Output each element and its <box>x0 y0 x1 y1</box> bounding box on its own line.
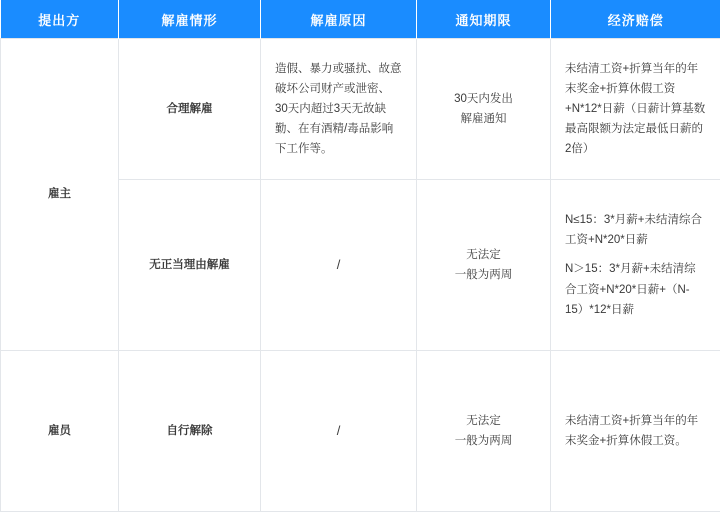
column-header-reason: 解雇原因 <box>261 0 417 39</box>
table-body <box>1 39 720 512</box>
column-header-party: 提出方 <box>1 0 119 39</box>
column-header-notice: 通知期限 <box>417 0 551 39</box>
notice-line: 一般为两周 <box>431 431 536 451</box>
compensation-line: N≤15：3*月薪+未结清综合工资+N*20*日薪 <box>565 210 706 250</box>
column-header-case: 解雇情形 <box>119 0 261 39</box>
cell-notice-resignation <box>417 351 551 512</box>
cell-reason-unjustified-dismissal: / <box>261 180 417 351</box>
notice-line: 无法定 <box>431 411 536 431</box>
cell-compensation-justified-dismissal <box>551 39 720 180</box>
table-header-row <box>1 0 720 39</box>
notice-line: 无法定 <box>431 245 536 265</box>
compensation-line: 未结清工资+折算当年的年末奖金+折算休假工资+N*12*日薪（日薪计算基数最高限额为法定最低日薪的2倍） <box>565 59 706 160</box>
table-row <box>1 351 720 512</box>
table-header <box>1 0 720 39</box>
cell-case-resignation: 自行解除 <box>119 351 261 512</box>
notice-line: 解雇通知 <box>431 109 536 129</box>
notice-line: 30天内发出 <box>431 89 536 109</box>
table-row <box>1 39 720 180</box>
cell-case-unjustified-dismissal: 无正当理由解雇 <box>119 180 261 351</box>
cell-compensation-resignation <box>551 351 720 512</box>
compensation-line: 未结清工资+折算当年的年末奖金+折算休假工资。 <box>565 411 706 451</box>
cell-notice-justified-dismissal <box>417 39 551 180</box>
spacer <box>565 250 706 259</box>
cell-case-justified-dismissal: 合理解雇 <box>119 39 261 180</box>
cell-reason-justified-dismissal: 造假、暴力或骚扰、故意破坏公司财产或泄密、30天内超过3天无故缺勤、在有酒精/毒品影响下工作等。 <box>261 39 417 180</box>
compensation-line: N＞15：3*月薪+未结清综合工资+N*20*日薪+（N-15）*12*日薪 <box>565 259 706 319</box>
cell-notice-unjustified-dismissal <box>417 180 551 351</box>
cell-party-employer: 雇主 <box>1 39 119 351</box>
cell-party-employee: 雇员 <box>1 351 119 512</box>
cell-compensation-unjustified-dismissal <box>551 180 720 351</box>
notice-line: 一般为两周 <box>431 265 536 285</box>
column-header-compensation: 经济赔偿 <box>551 0 720 39</box>
cell-reason-resignation: / <box>261 351 417 512</box>
